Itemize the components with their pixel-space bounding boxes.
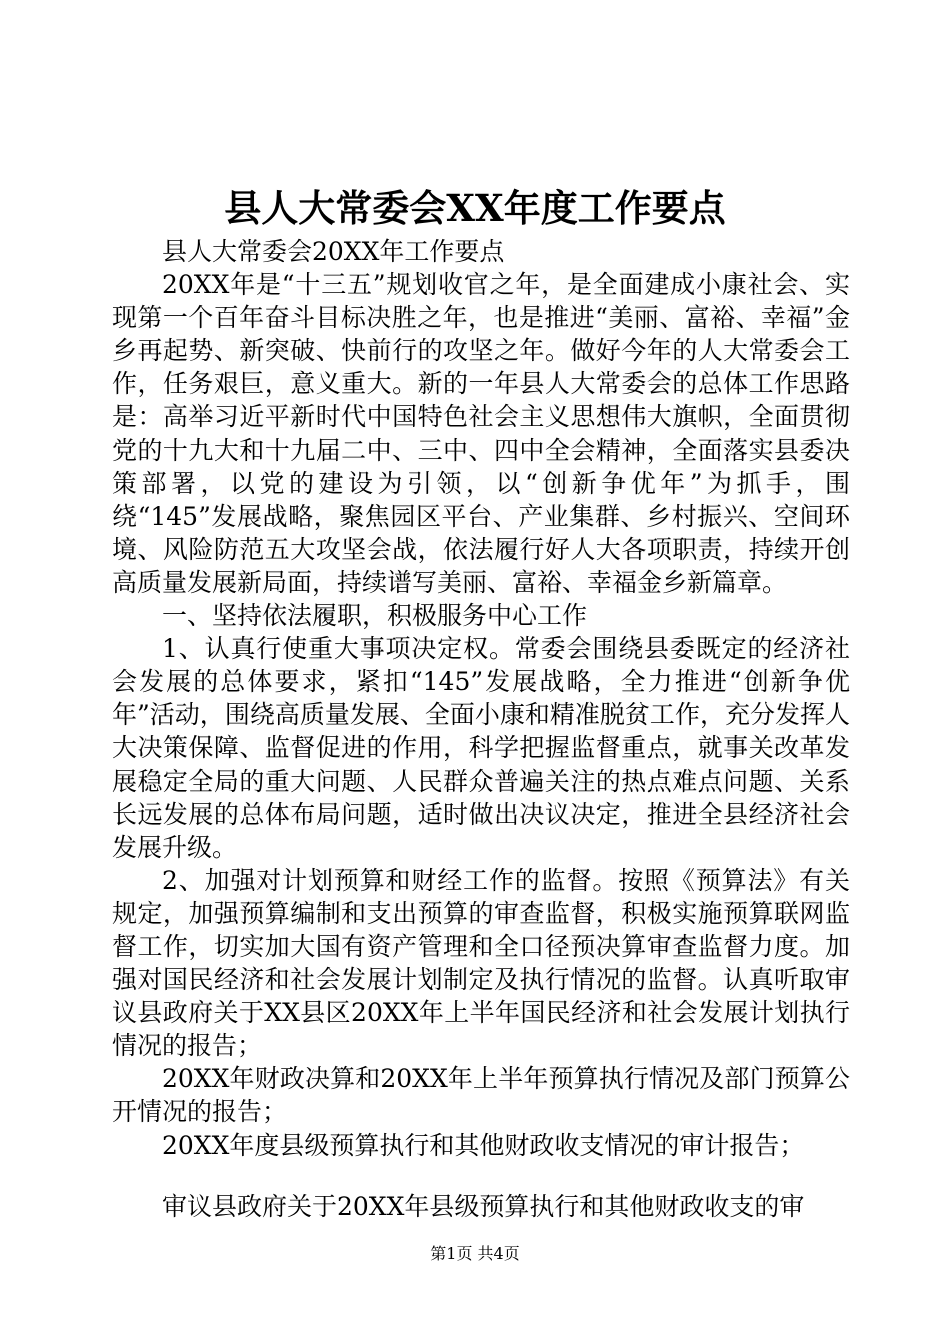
paragraph-item-1: 1、认真行使重大事项决定权。常委会围绕县委既定的经济社会发展的总体要求，紧扣“145”发展战略，全力推进“创新争优年”活动，围绕高质量发展、全面小康和精准脱贫工作，充分发挥人大决策保障、监督促进的作用，科学把握监督重点，就事关改革发展稳定全局的重大问题、人民群众普遍关注的热点难点问题、关系长远发展的总体布局问题，适时做出决议决定，推进全县经济社会发展升级。 <box>112 634 850 862</box>
paragraph-report-2: 20XX年度县级预算执行和其他财政收支情况的审计报告； <box>162 1130 805 1160</box>
page-footer: 第1页 共4页 <box>430 1244 520 1263</box>
paragraph-intro: 20XX年是“十三五”规划收官之年，是全面建成小康社会、实现第一个百年奋斗目标决胜之年，也是推进“美丽、富裕、幸福”金乡再起势、新突破、快前行的攻坚之年。做好今年的人大常委会工作，任务艰巨，意义重大。新的一年县人大常委会的总体工作思路是：高举习近平新时代中国特色社会主义思想伟大旗帜，全面贯彻党的十九大和十九届二中、三中、四中全会精神，全面落实县委决策部署，以党的建设为引领，以“创新争优年”为抓手，围绕“145”发展战略，聚焦园区平台、产业集群、乡村振兴、空间环境、风险防范五大攻坚会战，依法履行好人大各项职责，持续开创高质量发展新局面，持续谱写美丽、富裕、幸福金乡新篇章。 <box>112 270 850 597</box>
paragraph-report-1: 20XX年财政决算和20XX年上半年预算执行情况及部门预算公开情况的报告； <box>112 1064 850 1127</box>
section-heading-1: 一、坚持依法履职，积极服务中心工作 <box>162 601 588 631</box>
document-title: 县人大常委会XX年度工作要点 <box>224 186 726 230</box>
paragraph-report-3: 审议县政府关于20XX年县级预算执行和其他财政收支的审 <box>162 1191 805 1221</box>
paragraph-subtitle: 县人大常委会20XX年工作要点 <box>162 237 505 266</box>
document-body <box>112 235 850 1223</box>
paragraph-item-2: 2、加强对计划预算和财经工作的监督。按照《预算法》有关规定，加强预算编制和支出预算的审查监督，积极实施预算联网监督工作，切实加大国有资产管理和全口径预决算审查监督力度。加强对国民经济和社会发展计划制定及执行情况的监督。认真听取审议县政府关于XX县区20XX年上半年国民经济和社会发展计划执行情况的报告； <box>112 865 850 1061</box>
